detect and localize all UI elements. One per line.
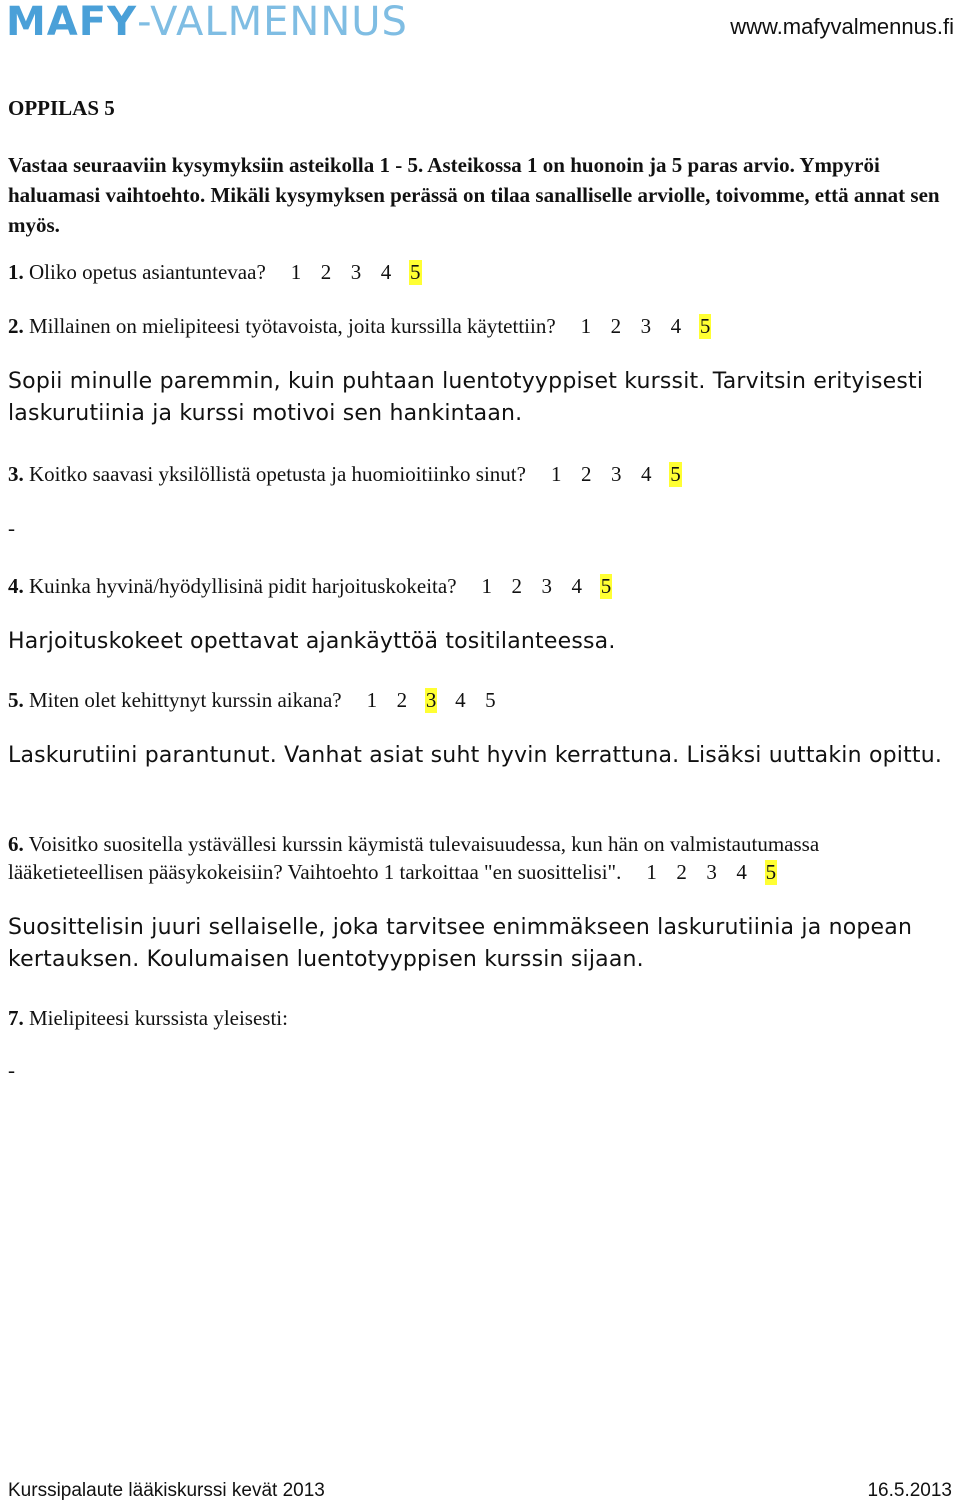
selected-rating: 5: [600, 574, 612, 598]
question-text: Mielipiteesi kurssista yleisesti:: [29, 1006, 288, 1030]
question-4: 4. Kuinka hyvinä/hyödyllisinä pidit harjoituskokeita? 1 2 3 4 5: [8, 574, 620, 599]
instructions: Vastaa seuraaviin kysymyksiin asteikolla 1 - 5. Asteikossa 1 on huonoin ja 5 paras arvio. Ympyröi haluamasi vaihtoehto. Mikäli kysymyksen perässä on tilaa sanalliselle arviolle, toivomme, että annat sen myös.: [8, 153, 940, 237]
question-text: Koitko saavasi yksilöllistä opetusta ja huomioitiinko sinut?: [29, 462, 526, 486]
rating-scale: 1 2 3 4 5: [290, 260, 421, 284]
question-1: 1. Oliko opetus asiantuntevaa? 1 2 3 4 5: [8, 260, 430, 285]
question-text: Miten olet kehittynyt kurssin aikana?: [29, 688, 342, 712]
footer-date: 16.5.2013: [867, 1480, 952, 1501]
rating-scale: 1 2 3 4 5: [550, 462, 681, 486]
rating-scale: 1 2 3 4 5: [646, 860, 777, 884]
mafy-valmennus-logo: MAFY-VALMENNUS: [6, 0, 408, 45]
question-3: 3. Koitko saavasi yksilöllistä opetusta ja huomioitiinko sinut? 1 2 3 4 5: [8, 462, 690, 487]
selected-rating: 5: [765, 860, 777, 884]
answer-3: -: [8, 516, 15, 540]
question-text: Voisitko suositella ystävällesi kurssin käymistä tulevaisuudessa, kun hän on valmistautumassa: [28, 832, 820, 856]
question-text: Oliko opetus asiantuntevaa?: [29, 260, 266, 284]
rating-scale: 1 2 3 4 5: [366, 688, 496, 712]
question-6-line-1: 6. Voisitko suositella ystävällesi kurssin käymistä tulevaisuudessa, kun hän on valmistautumassa: [8, 832, 820, 856]
answer-5: Laskurutiini parantunut. Vanhat asiat suht hyvin kerrattuna. Lisäksi uuttakin opittu.: [8, 743, 943, 768]
selected-rating: 5: [699, 314, 711, 338]
answer-4: Harjoituskokeet opettavat ajankäyttöä tositilanteessa.: [8, 629, 616, 654]
selected-rating: 5: [410, 260, 421, 284]
question-text: Kuinka hyvinä/hyödyllisinä pidit harjoituskokeita?: [29, 574, 457, 598]
question-2: 2. Millainen on mielipiteesi työtavoista, joita kurssilla käytettiin? 1 2 3 4 5: [8, 314, 719, 339]
question-text: Millainen on mielipiteesi työtavoista, joita kurssilla käytettiin?: [29, 314, 556, 338]
rating-scale: 1 2 3 4 5: [580, 314, 711, 338]
question-5: 5. Miten olet kehittynyt kurssin aikana? 1 2 3 4 5: [8, 688, 505, 713]
document-title: OPPILAS 5: [8, 96, 115, 120]
footer-course-title: Kurssipalaute lääkiskurssi kevät 2013: [8, 1480, 325, 1501]
rating-scale: 1 2 3 4 5: [481, 574, 612, 598]
question-6-line-2: [8, 860, 785, 885]
answer-6: Suosittelisin juuri sellaiselle, joka tarvitsee enimmäkseen laskurutiinia ja nopean kertauksen. Koulumaisen luentotyyppisen kurssin sijaan.: [8, 915, 913, 972]
answer-2: Sopii minulle paremmin, kuin puhtaan luentotyyppiset kurssit. Tarvitsin erityisesti laskurutiinia ja kurssi motivoi sen hankintaan.: [8, 369, 924, 426]
question-7: 7. Mielipiteesi kurssista yleisesti:: [8, 1006, 288, 1030]
website-url: www.mafyvalmennus.fi: [730, 14, 954, 39]
question-text: lääketieteellisen pääsykokeisiin? Vaihtoehto 1 tarkoittaa "en suosittelisi".: [8, 860, 622, 884]
selected-rating: 3: [425, 688, 437, 712]
selected-rating: 5: [670, 462, 681, 486]
answer-7: -: [8, 1058, 15, 1082]
